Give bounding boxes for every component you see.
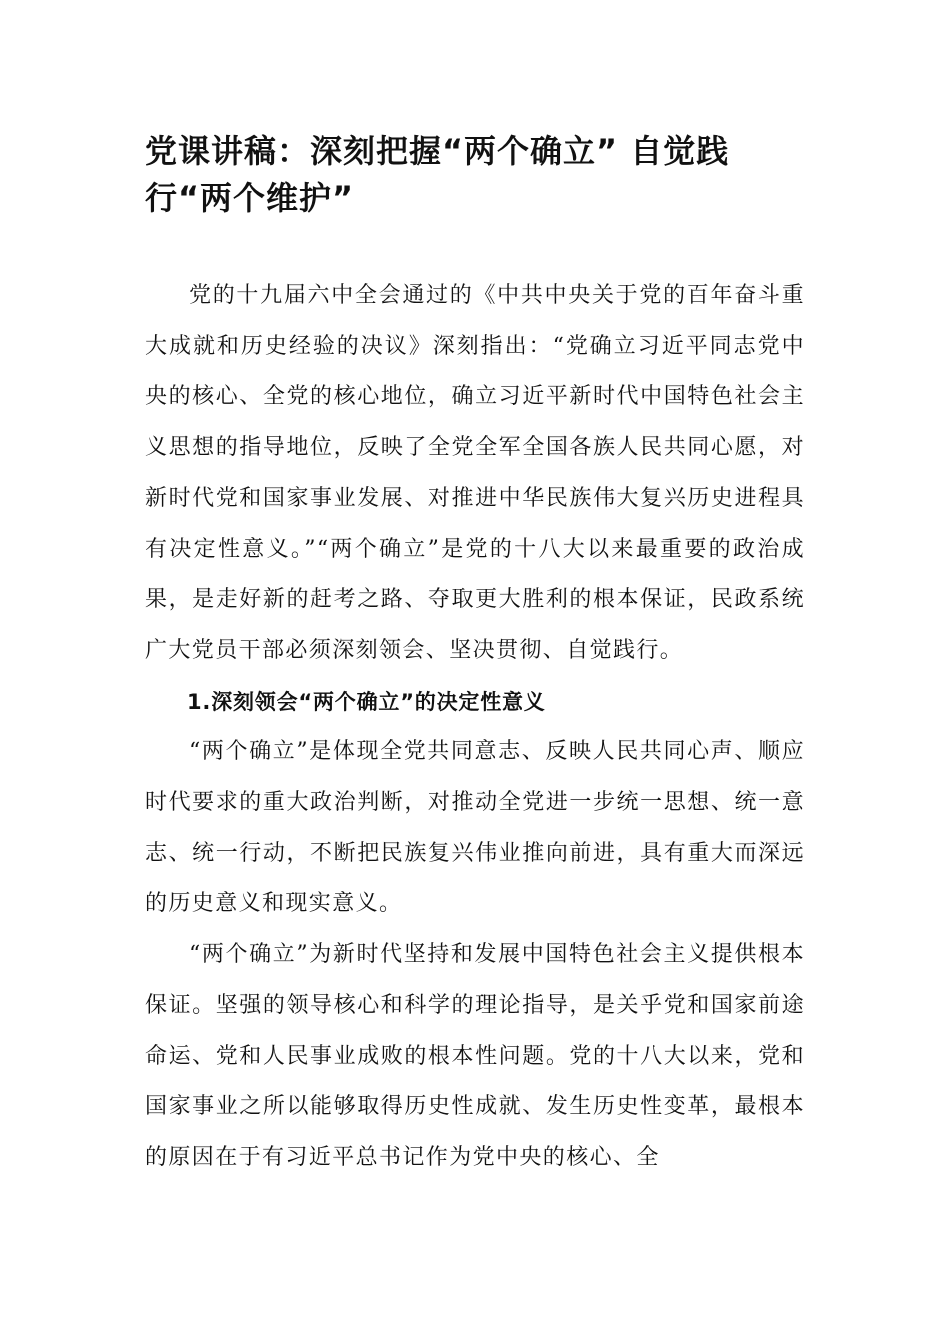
document-body [145,271,805,1184]
body-paragraph: “两个确立”是体现全党共同意志、反映人民共同心声、顺应时代要求的重大政治判断，对推动全党进一步统一思想、统一意志、统一行动，不断把民族复兴伟业推向前进，具有重大而深远的历史意义和现实意义。 [145,739,805,917]
section-heading: 1.深刻领会“两个确立”的决定性意义 [187,689,546,714]
document-title: 党课讲稿：深刻把握“两个确立” 自觉践行“两个维护” [145,132,730,217]
intro-paragraph: 党的十九届六中全会通过的《中共中央关于党的百年奋斗重大成就和历史经验的决议》深刻指出：“党确立习近平同志党中央的核心、全党的核心地位，确立习近平新时代中国特色社会主义思想的指导地位，反映了全党全军全国各族人民共同心愿，对新时代党和国家事业发展、对推进中华民族伟大复兴历史进程具有决定性意义。”“两个确立”是党的十八大以来最重要的政治成果，是走好新的赶考之路、夺取更大胜利的根本保证，民政系统广大党员干部必须深刻领会、坚决贯彻、自觉践行。 [145,283,805,663]
body-paragraph: “两个确立”为新时代坚持和发展中国特色社会主义提供根本保证。坚强的领导核心和科学的理论指导，是关乎党和国家前途命运、党和人民事业成败的根本性问题。党的十八大以来，党和国家事业之所以能够取得历史性成就、发生历史性变革，最根本的原因在于有习近平总书记作为党中央的核心、全 [145,942,805,1170]
